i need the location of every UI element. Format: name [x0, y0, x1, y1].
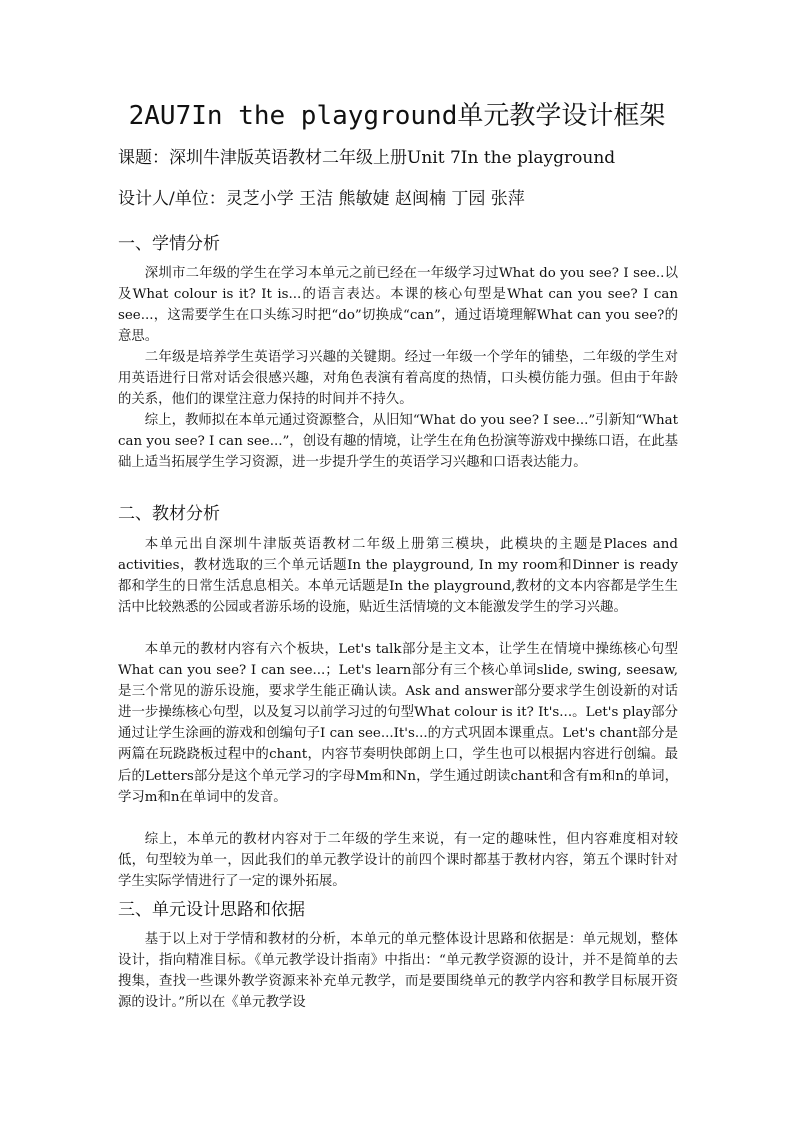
- section-heading-3: 三、单元设计思路和依据: [118, 900, 305, 920]
- paragraph-2-3: 综上，本单元的教材内容对于二年级的学生来说，有一定的趣味性，但内容难度相对较低，句型较为单一，因此我们的单元教学设计的前四个课时都基于教材内容，第五个课时针对学生实际学情进行了一定的课外拓展。: [118, 832, 678, 890]
- section-heading-1: 一、学情分析: [118, 234, 220, 254]
- designer-line: 设计人/单位：灵芝小学 王洁 熊敏婕 赵闽楠 丁园 张萍: [118, 189, 525, 209]
- paragraph-2-1: 本单元出自深圳牛津版英语教材二年级上册第三模块，此模块的主题是Places and activities，教材选取的三个单元话题In the playground, In my room和Dinner is ready都和学生的日常生活息息相关。本单元话题是In the playground,教材的文本内容都是学生生活中比较熟悉的公园或者游乐场的设施，贴近生活情境的文本能激发学生的学习兴趣。: [118, 537, 678, 616]
- paragraph-3-1: 基于以上对于学情和教材的分析，本单元的单元整体设计思路和依据是：单元规划，整体设计，指向精准目标。《单元教学设计指南》中指出：“单元教学资源的设计，并不是简单的去搜集，查找一些课外教学资源来补充单元教学，而是要围绕单元的教学内容和教学目标展开资源的设计。”所以在《单元教学设: [118, 932, 678, 1011]
- course-line: 课题：深圳牛津版英语教材二年级上册Unit 7In the playground: [118, 148, 616, 168]
- paragraph-1-1: 深圳市二年级的学生在学习本单元之前已经在一年级学习过What do you see? I see..以及What colour is it? It is...的语言表达。本课的核心句型是What can you see? I can see...，这需要学生在口头练习时把“do”切换成“can”，通过语境理解What can you see?的意思。: [118, 266, 678, 345]
- document-title: 2AU7In the playground单元教学设计框架: [128, 101, 666, 131]
- paragraph-1-2: 二年级是培养学生英语学习兴趣的关键期。经过一年级一个学年的铺垫，二年级的学生对用英语进行日常对话会很感兴趣，对角色表演有着高度的热情，口头模仿能力强。但由于年龄的关系，他们的课堂注意力保持的时间并不持久。: [118, 350, 678, 408]
- paragraph-2-2: 本单元的教材内容有六个板块，Let's talk部分是主文本，让学生在情境中操练核心句型What can you see? I can see...；Let's learn部分有三个核心单词slide, swing, seesaw, 是三个常见的游乐设施，要求学生能正确认读。Ask and answer部分要求学生创设新的对话进一步操练核心句型，以及复习以前学习过的句型What colour is it? It's...。Let's play部分通过让学生涂画的游戏和创编句子I can see...It's...的方式巩固本课重点。Let's chant部分是两篇在玩跷跷板过程中的chant，内容节奏明快郎朗上口，学生也可以根据内容进行创编。最后的Letters部分是这个单元学习的字母Mm和Nn，学生通过朗读chant和含有m和n的单词，学习m和n在单词中的发音。: [118, 642, 678, 805]
- paragraph-1-3: 综上，教师拟在本单元通过资源整合，从旧知“What do you see? I see...”引新知“What can you see? I can see...”，创设有趣的情境，让学生在角色扮演等游戏中操练口语，在此基础上适当拓展学生学习资源，进一步提升学生的英语学习兴趣和口语表达能力。: [118, 413, 678, 471]
- section-heading-2: 二、教材分析: [118, 504, 220, 524]
